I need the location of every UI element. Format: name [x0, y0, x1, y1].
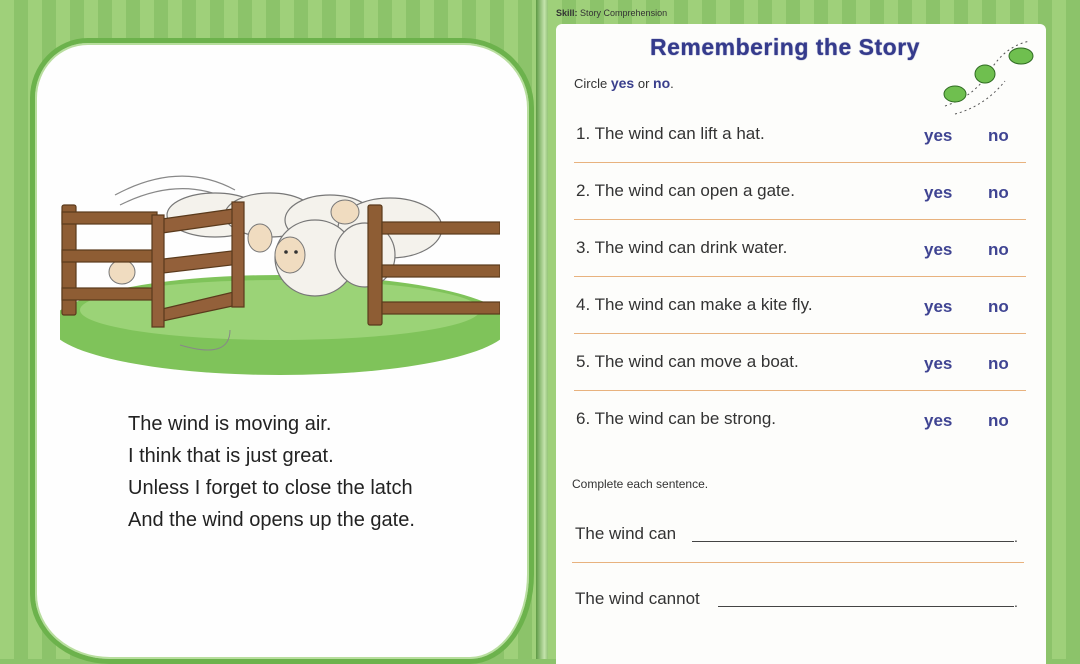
- yes-option[interactable]: yes: [924, 411, 953, 430]
- skill-label-key: Skill:: [556, 8, 578, 18]
- sentence-1-period: .: [1014, 529, 1018, 545]
- instruction-end: .: [670, 76, 674, 91]
- question-divider: [574, 162, 1026, 163]
- sentence-2-blank[interactable]: [718, 606, 1014, 607]
- poem-line-4: And the wind opens up the gate.: [128, 509, 415, 531]
- sentence-divider: [572, 562, 1024, 563]
- sentence-2-text: The wind cannot: [575, 589, 700, 608]
- question-row-1: [576, 124, 1028, 181]
- no-option[interactable]: no: [988, 297, 1009, 316]
- question-row-2: [576, 181, 1028, 238]
- sentence-1-blank[interactable]: [692, 541, 1014, 542]
- question-row-6: [576, 409, 1028, 466]
- skill-label-value: Story Comprehension: [580, 8, 668, 18]
- yes-option[interactable]: yes: [924, 240, 953, 259]
- poem-line-3: Unless I forget to close the latch: [128, 477, 413, 499]
- question-row-5: [576, 352, 1028, 409]
- instruction-no: no: [653, 75, 671, 91]
- question-divider: [574, 219, 1026, 220]
- blowing-leaves-icon: [935, 36, 1035, 116]
- yes-option[interactable]: yes: [924, 354, 953, 373]
- worksheet-title: Remembering the Story: [650, 34, 920, 60]
- question-text: 6. The wind can be strong.: [576, 409, 777, 428]
- no-option[interactable]: no: [988, 411, 1009, 430]
- yes-option[interactable]: yes: [924, 126, 953, 145]
- instruction-prefix: Circle: [574, 76, 608, 91]
- question-text: 1. The wind can lift a hat.: [576, 124, 765, 143]
- yes-option[interactable]: yes: [924, 183, 953, 202]
- question-row-4: [576, 295, 1028, 352]
- question-text: 5. The wind can move a boat.: [576, 352, 799, 371]
- no-option[interactable]: no: [988, 354, 1009, 373]
- left-page: [0, 0, 540, 659]
- question-divider: [574, 333, 1026, 334]
- poem-line-2: I think that is just great.: [128, 445, 334, 467]
- question-text: 4. The wind can make a kite fly.: [576, 295, 813, 314]
- no-option[interactable]: no: [988, 240, 1009, 259]
- no-option[interactable]: no: [988, 183, 1009, 202]
- sheep-gate-illustration: [60, 160, 500, 380]
- question-text: 3. The wind can drink water.: [576, 238, 788, 257]
- instruction-or: or: [637, 76, 650, 91]
- skill-label: [556, 8, 667, 18]
- question-row-3: [576, 238, 1028, 295]
- sentence-2-period: .: [1014, 594, 1018, 610]
- poem: [128, 408, 415, 536]
- question-divider: [574, 276, 1026, 277]
- circle-instruction: [574, 75, 674, 91]
- question-text: 2. The wind can open a gate.: [576, 181, 795, 200]
- instruction-yes: yes: [610, 75, 635, 91]
- complete-instruction: Complete each sentence.: [572, 477, 709, 491]
- poem-line-1: The wind is moving air.: [128, 413, 332, 435]
- no-option[interactable]: no: [988, 126, 1009, 145]
- sentence-1-text: The wind can: [575, 524, 677, 543]
- question-divider: [574, 390, 1026, 391]
- left-fence: [62, 205, 157, 315]
- yes-option[interactable]: yes: [924, 297, 953, 316]
- right-fence: [368, 205, 500, 325]
